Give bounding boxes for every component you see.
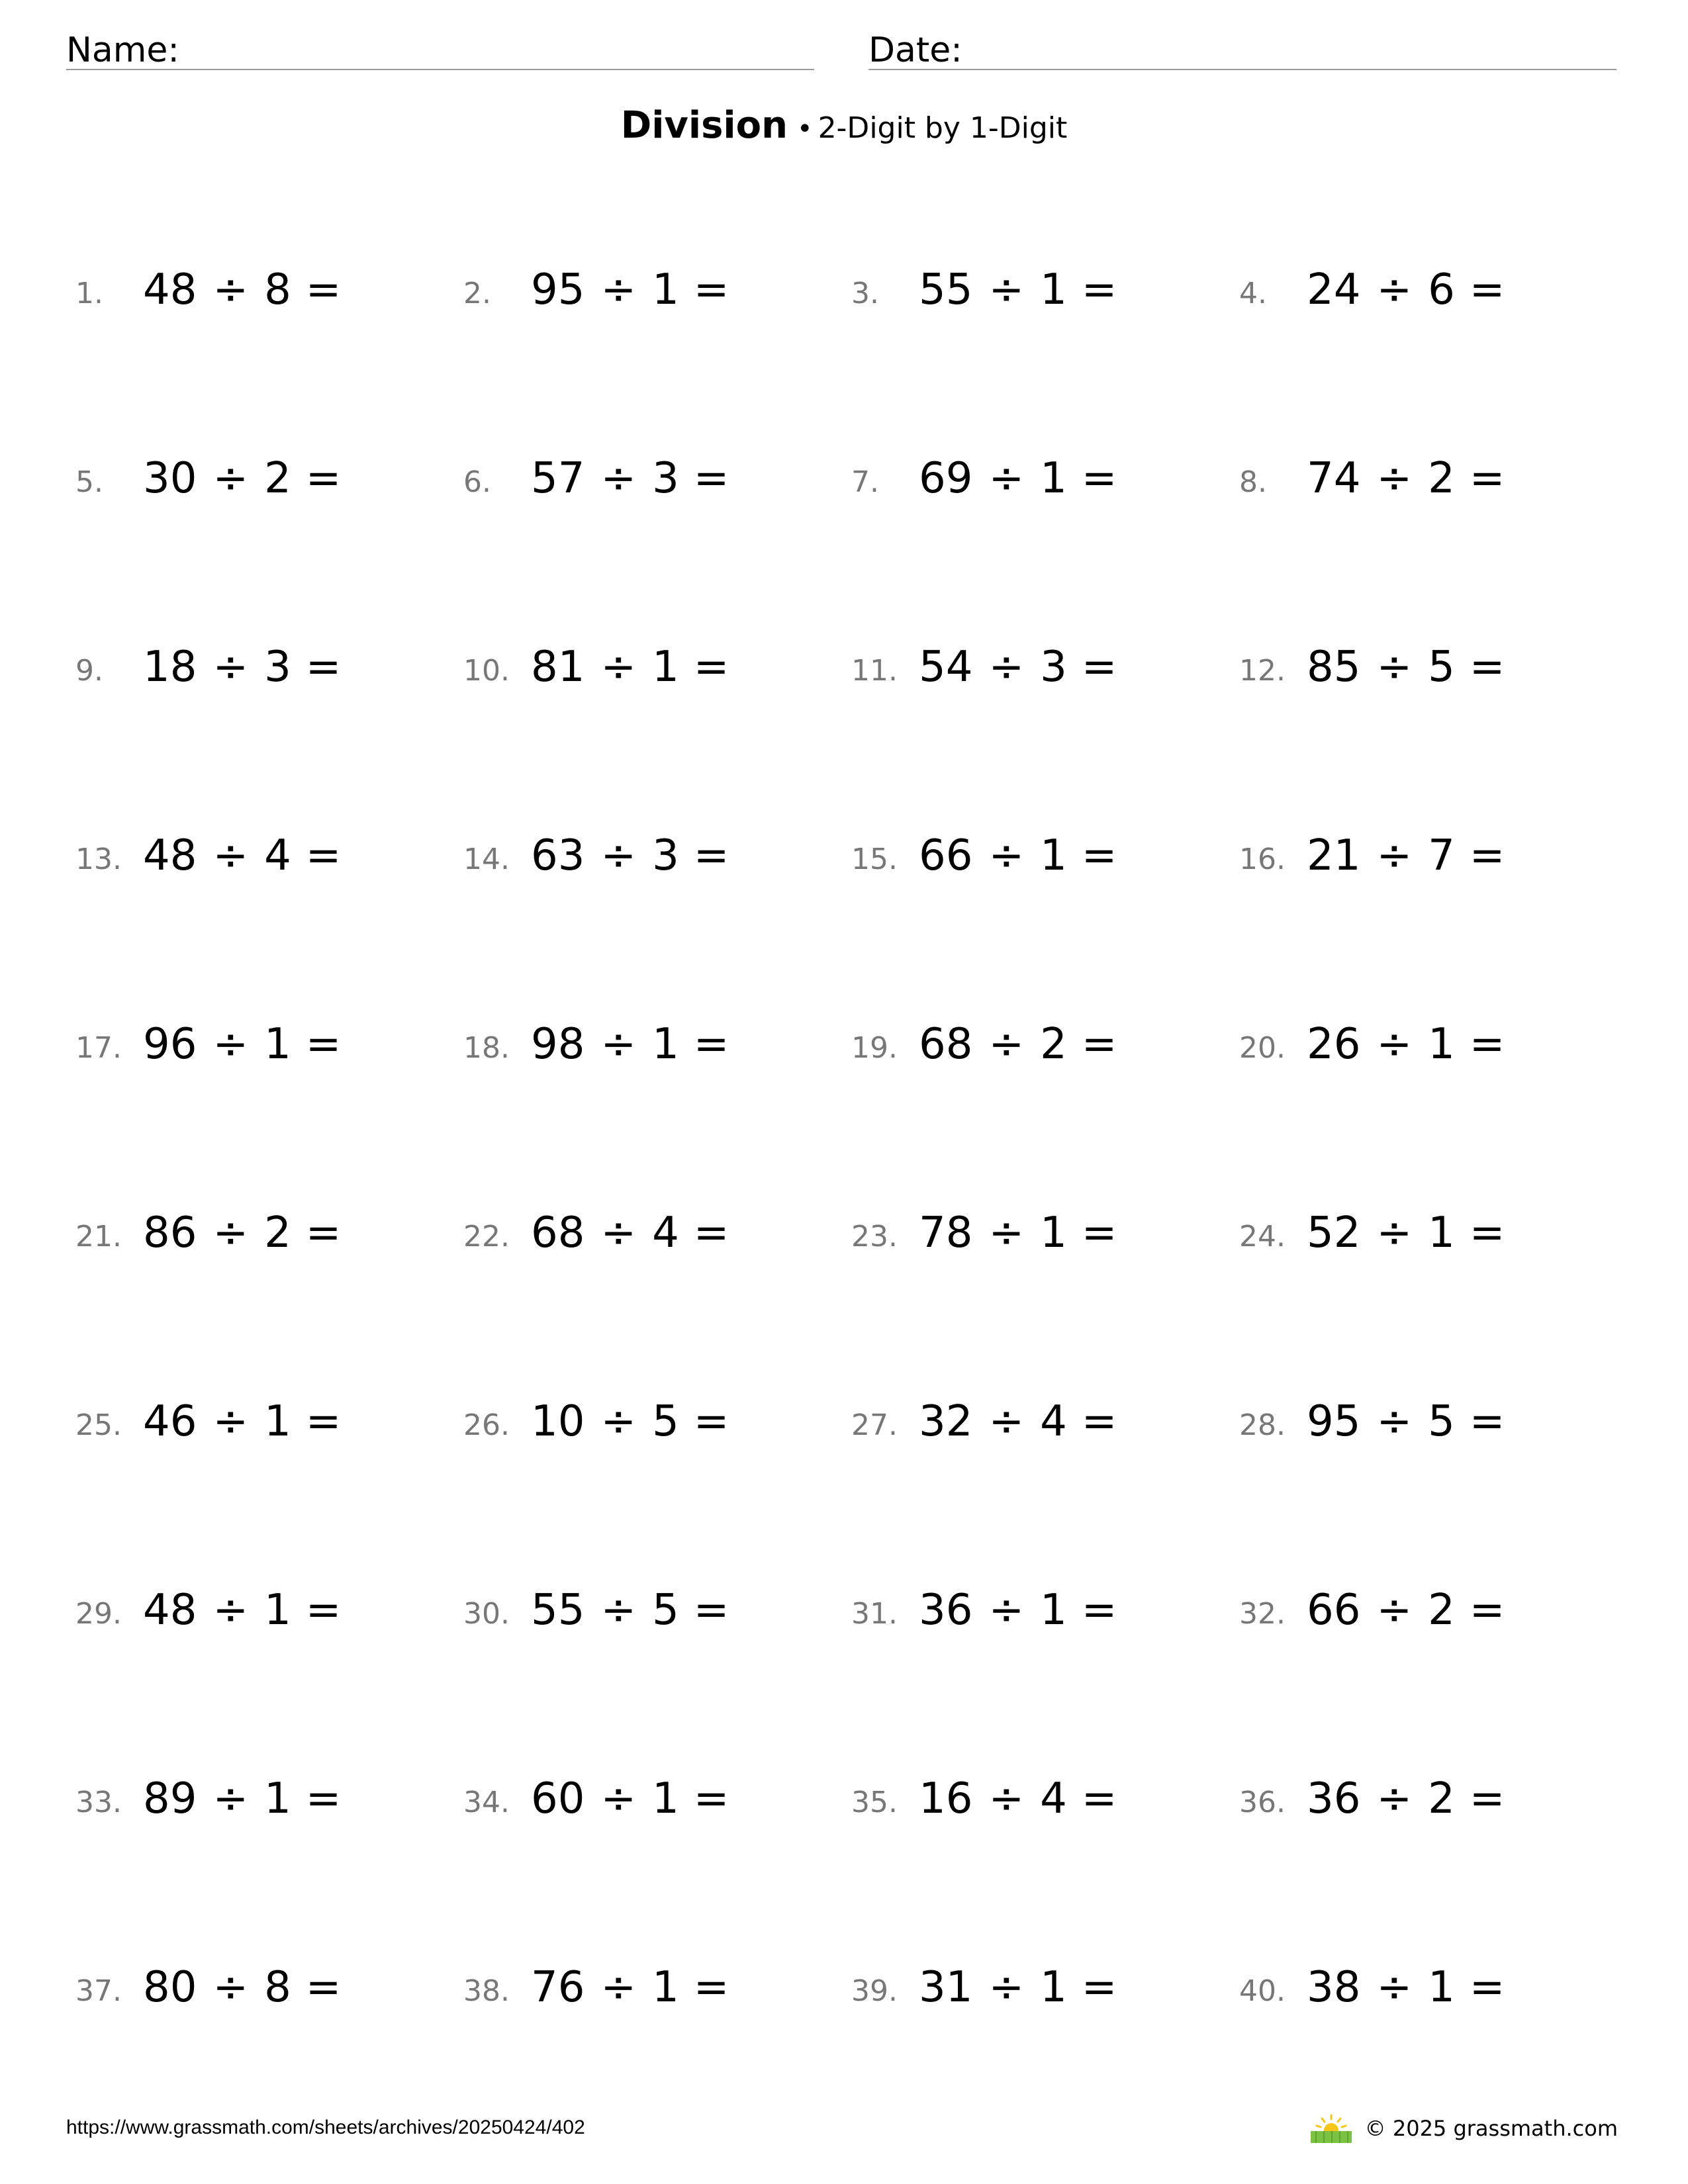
division-sign: ÷ bbox=[1376, 1963, 1413, 2012]
divisor: 5 bbox=[652, 1586, 679, 1635]
divisor: 5 bbox=[652, 1397, 679, 1446]
copyright-text: © 2025 grassmath.com bbox=[1364, 2116, 1618, 2141]
problem-expression bbox=[1307, 265, 1505, 314]
problem-number: 21. bbox=[75, 1220, 122, 1253]
divisor: 2 bbox=[1428, 1586, 1455, 1635]
dividend: 36 bbox=[919, 1586, 973, 1635]
dividend: 68 bbox=[531, 1208, 585, 1257]
problem-item bbox=[1239, 994, 1610, 1093]
problem-expression bbox=[1307, 1020, 1505, 1069]
dividend: 48 bbox=[143, 265, 197, 314]
dividend: 32 bbox=[919, 1397, 973, 1446]
divisor: 3 bbox=[1040, 643, 1067, 692]
title-subtitle: 2-Digit by 1-Digit bbox=[818, 111, 1068, 145]
divisor: 2 bbox=[264, 1208, 291, 1257]
problem-item bbox=[463, 1371, 834, 1471]
divisor: 2 bbox=[264, 454, 291, 503]
dividend: 98 bbox=[531, 1020, 585, 1069]
equals-sign: = bbox=[305, 1586, 342, 1635]
equals-sign: = bbox=[693, 1020, 729, 1069]
problem-number: 31. bbox=[851, 1597, 898, 1631]
equals-sign: = bbox=[305, 831, 342, 880]
dividend: 30 bbox=[143, 454, 197, 503]
problem-item bbox=[1239, 240, 1610, 339]
divisor: 8 bbox=[264, 265, 291, 314]
problem-item bbox=[75, 240, 446, 339]
problem-number: 19. bbox=[851, 1031, 898, 1065]
divisor: 1 bbox=[1428, 1208, 1455, 1257]
problem-number: 4. bbox=[1239, 277, 1267, 310]
dividend: 78 bbox=[919, 1208, 973, 1257]
problem-number: 35. bbox=[851, 1786, 898, 1819]
divisor: 1 bbox=[264, 1020, 291, 1069]
problem-expression bbox=[143, 1208, 342, 1257]
problem-expression bbox=[143, 1774, 342, 1823]
dividend: 95 bbox=[531, 265, 585, 314]
divisor: 2 bbox=[1040, 1020, 1067, 1069]
dividend: 26 bbox=[1307, 1020, 1361, 1069]
problem-expression bbox=[143, 1397, 342, 1446]
problem-number: 32. bbox=[1239, 1597, 1286, 1631]
equals-sign: = bbox=[305, 1020, 342, 1069]
problem-expression bbox=[143, 1586, 342, 1635]
title-separator: • bbox=[796, 114, 813, 144]
problem-number: 11. bbox=[851, 654, 898, 688]
divisor: 4 bbox=[1040, 1774, 1067, 1823]
division-sign: ÷ bbox=[1376, 643, 1413, 692]
problem-item bbox=[463, 1560, 834, 1659]
problem-item bbox=[851, 1183, 1222, 1282]
divisor: 4 bbox=[1040, 1397, 1067, 1446]
equals-sign: = bbox=[693, 643, 729, 692]
problem-expression bbox=[531, 1397, 729, 1446]
equals-sign: = bbox=[1469, 1586, 1505, 1635]
dividend: 36 bbox=[1307, 1774, 1361, 1823]
division-sign: ÷ bbox=[600, 643, 637, 692]
problem-number: 17. bbox=[75, 1031, 122, 1065]
equals-sign: = bbox=[1081, 831, 1117, 880]
problem-number: 34. bbox=[463, 1786, 510, 1819]
problem-expression bbox=[143, 643, 342, 692]
division-sign: ÷ bbox=[600, 265, 637, 314]
dividend: 96 bbox=[143, 1020, 197, 1069]
divisor: 1 bbox=[1040, 1586, 1067, 1635]
problem-item bbox=[1239, 1183, 1610, 1282]
dividend: 46 bbox=[143, 1397, 197, 1446]
problem-number: 3. bbox=[851, 277, 879, 310]
divisor: 1 bbox=[652, 1020, 679, 1069]
equals-sign: = bbox=[693, 1774, 729, 1823]
date-field[interactable] bbox=[868, 25, 1617, 70]
problem-expression bbox=[1307, 1397, 1505, 1446]
problem-expression bbox=[919, 1397, 1117, 1446]
dividend: 54 bbox=[919, 643, 973, 692]
dividend: 52 bbox=[1307, 1208, 1361, 1257]
problem-expression bbox=[919, 454, 1117, 503]
problem-number: 2. bbox=[463, 277, 491, 310]
problem-number: 40. bbox=[1239, 1974, 1286, 2008]
equals-sign: = bbox=[1469, 265, 1505, 314]
problem-item bbox=[1239, 1937, 1610, 2036]
problem-item bbox=[463, 428, 834, 527]
problem-item bbox=[75, 428, 446, 527]
equals-sign: = bbox=[1469, 1020, 1505, 1069]
problem-number: 26. bbox=[463, 1408, 510, 1442]
division-sign: ÷ bbox=[988, 643, 1025, 692]
divisor: 1 bbox=[652, 1774, 679, 1823]
problem-number: 27. bbox=[851, 1408, 898, 1442]
equals-sign: = bbox=[1081, 1586, 1117, 1635]
name-label: Name: bbox=[66, 30, 179, 70]
dividend: 68 bbox=[919, 1020, 973, 1069]
divisor: 8 bbox=[264, 1963, 291, 2012]
dividend: 57 bbox=[531, 454, 585, 503]
problem-expression bbox=[919, 1586, 1117, 1635]
equals-sign: = bbox=[1081, 265, 1117, 314]
problem-item bbox=[463, 1183, 834, 1282]
division-sign: ÷ bbox=[1376, 1397, 1413, 1446]
divisor: 1 bbox=[652, 643, 679, 692]
division-sign: ÷ bbox=[1376, 1774, 1413, 1823]
divisor: 1 bbox=[1040, 1208, 1067, 1257]
dividend: 48 bbox=[143, 1586, 197, 1635]
dividend: 85 bbox=[1307, 643, 1361, 692]
problem-expression bbox=[531, 831, 729, 880]
problem-item bbox=[1239, 805, 1610, 905]
problem-number: 20. bbox=[1239, 1031, 1286, 1065]
division-sign: ÷ bbox=[1376, 265, 1413, 314]
problem-expression bbox=[919, 1774, 1117, 1823]
problem-expression bbox=[919, 1963, 1117, 2012]
worksheet-title bbox=[0, 104, 1688, 147]
problem-item bbox=[463, 240, 834, 339]
division-sign: ÷ bbox=[1376, 831, 1413, 880]
equals-sign: = bbox=[1469, 831, 1505, 880]
division-sign: ÷ bbox=[988, 1586, 1025, 1635]
problem-number: 15. bbox=[851, 842, 898, 876]
problem-item bbox=[851, 994, 1222, 1093]
problem-number: 7. bbox=[851, 465, 879, 499]
problem-number: 8. bbox=[1239, 465, 1267, 499]
equals-sign: = bbox=[1469, 1397, 1505, 1446]
problem-expression bbox=[919, 831, 1117, 880]
equals-sign: = bbox=[305, 265, 342, 314]
equals-sign: = bbox=[1469, 1208, 1505, 1257]
problem-number: 18. bbox=[463, 1031, 510, 1065]
problem-item bbox=[1239, 1371, 1610, 1471]
problem-number: 28. bbox=[1239, 1408, 1286, 1442]
problem-number: 9. bbox=[75, 654, 103, 688]
dividend: 24 bbox=[1307, 265, 1361, 314]
problem-number: 5. bbox=[75, 465, 103, 499]
equals-sign: = bbox=[693, 1586, 729, 1635]
dividend: 66 bbox=[919, 831, 973, 880]
dividend: 18 bbox=[143, 643, 197, 692]
problem-expression bbox=[1307, 1586, 1505, 1635]
division-sign: ÷ bbox=[988, 1774, 1025, 1823]
division-sign: ÷ bbox=[600, 1020, 637, 1069]
problem-expression bbox=[143, 454, 342, 503]
problem-item bbox=[851, 1560, 1222, 1659]
problem-expression bbox=[919, 265, 1117, 314]
dividend: 10 bbox=[531, 1397, 585, 1446]
equals-sign: = bbox=[1469, 1963, 1505, 2012]
dividend: 55 bbox=[531, 1586, 585, 1635]
equals-sign: = bbox=[1469, 454, 1505, 503]
problem-item bbox=[75, 1937, 446, 2036]
division-sign: ÷ bbox=[1376, 454, 1413, 503]
dividend: 80 bbox=[143, 1963, 197, 2012]
equals-sign: = bbox=[693, 265, 729, 314]
problem-number: 13. bbox=[75, 842, 122, 876]
equals-sign: = bbox=[693, 1397, 729, 1446]
division-sign: ÷ bbox=[212, 265, 249, 314]
problem-item bbox=[75, 617, 446, 716]
problem-expression bbox=[531, 1020, 729, 1069]
problem-item bbox=[75, 1749, 446, 1848]
problem-expression bbox=[531, 1963, 729, 2012]
divisor: 5 bbox=[1428, 643, 1455, 692]
problem-expression bbox=[1307, 643, 1505, 692]
date-label: Date: bbox=[868, 30, 962, 70]
division-sign: ÷ bbox=[600, 1397, 637, 1446]
divisor: 1 bbox=[1040, 1963, 1067, 2012]
equals-sign: = bbox=[1469, 1774, 1505, 1823]
problem-expression bbox=[143, 831, 342, 880]
division-sign: ÷ bbox=[600, 454, 637, 503]
problem-expression bbox=[1307, 1774, 1505, 1823]
divisor: 1 bbox=[264, 1774, 291, 1823]
dividend: 21 bbox=[1307, 831, 1361, 880]
problem-number: 6. bbox=[463, 465, 491, 499]
problem-expression bbox=[531, 1774, 729, 1823]
division-sign: ÷ bbox=[600, 831, 637, 880]
problem-expression bbox=[919, 1208, 1117, 1257]
division-sign: ÷ bbox=[600, 1774, 637, 1823]
division-sign: ÷ bbox=[988, 1963, 1025, 2012]
problem-item bbox=[851, 1749, 1222, 1848]
problem-number: 36. bbox=[1239, 1786, 1286, 1819]
problem-item bbox=[463, 994, 834, 1093]
division-sign: ÷ bbox=[212, 454, 249, 503]
equals-sign: = bbox=[305, 1208, 342, 1257]
problem-number: 24. bbox=[1239, 1220, 1286, 1253]
dividend: 60 bbox=[531, 1774, 585, 1823]
problem-expression bbox=[531, 454, 729, 503]
division-sign: ÷ bbox=[212, 1208, 249, 1257]
equals-sign: = bbox=[305, 643, 342, 692]
equals-sign: = bbox=[693, 1208, 729, 1257]
division-sign: ÷ bbox=[1376, 1208, 1413, 1257]
problem-expression bbox=[1307, 454, 1505, 503]
problem-expression bbox=[1307, 1208, 1505, 1257]
problem-item bbox=[75, 805, 446, 905]
problem-item bbox=[851, 1371, 1222, 1471]
problem-number: 30. bbox=[463, 1597, 510, 1631]
problem-number: 23. bbox=[851, 1220, 898, 1253]
problem-item bbox=[75, 1371, 446, 1471]
division-sign: ÷ bbox=[1376, 1586, 1413, 1635]
dividend: 76 bbox=[531, 1963, 585, 2012]
equals-sign: = bbox=[1081, 1774, 1117, 1823]
problem-item bbox=[851, 617, 1222, 716]
problem-expression bbox=[531, 1586, 729, 1635]
dividend: 69 bbox=[919, 454, 973, 503]
dividend: 48 bbox=[143, 831, 197, 880]
title-main: Division bbox=[620, 104, 788, 147]
division-sign: ÷ bbox=[988, 1397, 1025, 1446]
problem-item bbox=[75, 1560, 446, 1659]
dividend: 55 bbox=[919, 265, 973, 314]
equals-sign: = bbox=[1081, 1397, 1117, 1446]
equals-sign: = bbox=[1469, 643, 1505, 692]
divisor: 1 bbox=[1040, 265, 1067, 314]
problem-number: 29. bbox=[75, 1597, 122, 1631]
problem-expression bbox=[1307, 1963, 1505, 2012]
divisor: 1 bbox=[264, 1397, 291, 1446]
footer-brand bbox=[1309, 2111, 1618, 2146]
dividend: 31 bbox=[919, 1963, 973, 2012]
division-sign: ÷ bbox=[600, 1963, 637, 2012]
problem-number: 1. bbox=[75, 277, 103, 310]
divisor: 6 bbox=[1428, 265, 1455, 314]
problem-number: 14. bbox=[463, 842, 510, 876]
problem-item bbox=[1239, 1749, 1610, 1848]
problem-expression bbox=[143, 265, 342, 314]
division-sign: ÷ bbox=[212, 831, 249, 880]
divisor: 2 bbox=[1428, 454, 1455, 503]
dividend: 16 bbox=[919, 1774, 973, 1823]
equals-sign: = bbox=[1081, 1208, 1117, 1257]
divisor: 1 bbox=[652, 1963, 679, 2012]
dividend: 95 bbox=[1307, 1397, 1361, 1446]
equals-sign: = bbox=[693, 454, 729, 503]
division-sign: ÷ bbox=[988, 454, 1025, 503]
division-sign: ÷ bbox=[212, 1020, 249, 1069]
problem-item bbox=[463, 1937, 834, 2036]
problem-item bbox=[463, 617, 834, 716]
division-sign: ÷ bbox=[988, 1208, 1025, 1257]
dividend: 89 bbox=[143, 1774, 197, 1823]
problem-item bbox=[1239, 1560, 1610, 1659]
problem-expression bbox=[919, 643, 1117, 692]
divisor: 5 bbox=[1428, 1397, 1455, 1446]
equals-sign: = bbox=[305, 454, 342, 503]
divisor: 1 bbox=[264, 1586, 291, 1635]
division-sign: ÷ bbox=[600, 1586, 637, 1635]
divisor: 1 bbox=[1428, 1020, 1455, 1069]
equals-sign: = bbox=[693, 1963, 729, 2012]
dividend: 81 bbox=[531, 643, 585, 692]
problem-item bbox=[463, 805, 834, 905]
dividend: 38 bbox=[1307, 1963, 1361, 2012]
division-sign: ÷ bbox=[212, 643, 249, 692]
problem-item bbox=[851, 428, 1222, 527]
dividend: 74 bbox=[1307, 454, 1361, 503]
divisor: 1 bbox=[652, 265, 679, 314]
divisor: 7 bbox=[1428, 831, 1455, 880]
equals-sign: = bbox=[1081, 643, 1117, 692]
problem-expression bbox=[531, 643, 729, 692]
problem-expression bbox=[1307, 831, 1505, 880]
dividend: 66 bbox=[1307, 1586, 1361, 1635]
problem-item bbox=[1239, 428, 1610, 527]
problem-number: 38. bbox=[463, 1974, 510, 2008]
problem-item bbox=[75, 994, 446, 1093]
divisor: 1 bbox=[1428, 1963, 1455, 2012]
problem-expression bbox=[531, 1208, 729, 1257]
equals-sign: = bbox=[1081, 1020, 1117, 1069]
equals-sign: = bbox=[305, 1963, 342, 2012]
problem-item bbox=[463, 1749, 834, 1848]
problem-number: 16. bbox=[1239, 842, 1286, 876]
problem-item bbox=[75, 1183, 446, 1282]
division-sign: ÷ bbox=[600, 1208, 637, 1257]
division-sign: ÷ bbox=[1376, 1020, 1413, 1069]
problem-item bbox=[851, 240, 1222, 339]
problem-expression bbox=[143, 1020, 342, 1069]
division-sign: ÷ bbox=[212, 1586, 249, 1635]
divisor: 2 bbox=[1428, 1774, 1455, 1823]
problem-number: 37. bbox=[75, 1974, 122, 2008]
dividend: 86 bbox=[143, 1208, 197, 1257]
dividend: 63 bbox=[531, 831, 585, 880]
divisor: 4 bbox=[652, 1208, 679, 1257]
equals-sign: = bbox=[1081, 454, 1117, 503]
equals-sign: = bbox=[693, 831, 729, 880]
equals-sign: = bbox=[1081, 1963, 1117, 2012]
problem-number: 33. bbox=[75, 1786, 122, 1819]
division-sign: ÷ bbox=[988, 265, 1025, 314]
grass-sun-logo-icon bbox=[1309, 2113, 1353, 2144]
division-sign: ÷ bbox=[988, 1020, 1025, 1069]
name-field[interactable] bbox=[66, 25, 814, 70]
problem-number: 10. bbox=[463, 654, 510, 688]
division-sign: ÷ bbox=[212, 1963, 249, 2012]
problem-expression bbox=[143, 1963, 342, 2012]
problem-item bbox=[851, 805, 1222, 905]
problem-number: 12. bbox=[1239, 654, 1286, 688]
divisor: 3 bbox=[652, 831, 679, 880]
division-sign: ÷ bbox=[212, 1397, 249, 1446]
division-sign: ÷ bbox=[988, 831, 1025, 880]
footer-url: https://www.grassmath.com/sheets/archives/20250424/402 bbox=[66, 2116, 585, 2138]
divisor: 4 bbox=[264, 831, 291, 880]
equals-sign: = bbox=[305, 1397, 342, 1446]
division-sign: ÷ bbox=[212, 1774, 249, 1823]
problem-number: 22. bbox=[463, 1220, 510, 1253]
problem-number: 39. bbox=[851, 1974, 898, 2008]
equals-sign: = bbox=[305, 1774, 342, 1823]
divisor: 3 bbox=[652, 454, 679, 503]
problem-expression bbox=[531, 265, 729, 314]
divisor: 1 bbox=[1040, 454, 1067, 503]
problem-item bbox=[1239, 617, 1610, 716]
divisor: 1 bbox=[1040, 831, 1067, 880]
problem-expression bbox=[919, 1020, 1117, 1069]
problem-number: 25. bbox=[75, 1408, 122, 1442]
problem-item bbox=[851, 1937, 1222, 2036]
divisor: 3 bbox=[264, 643, 291, 692]
